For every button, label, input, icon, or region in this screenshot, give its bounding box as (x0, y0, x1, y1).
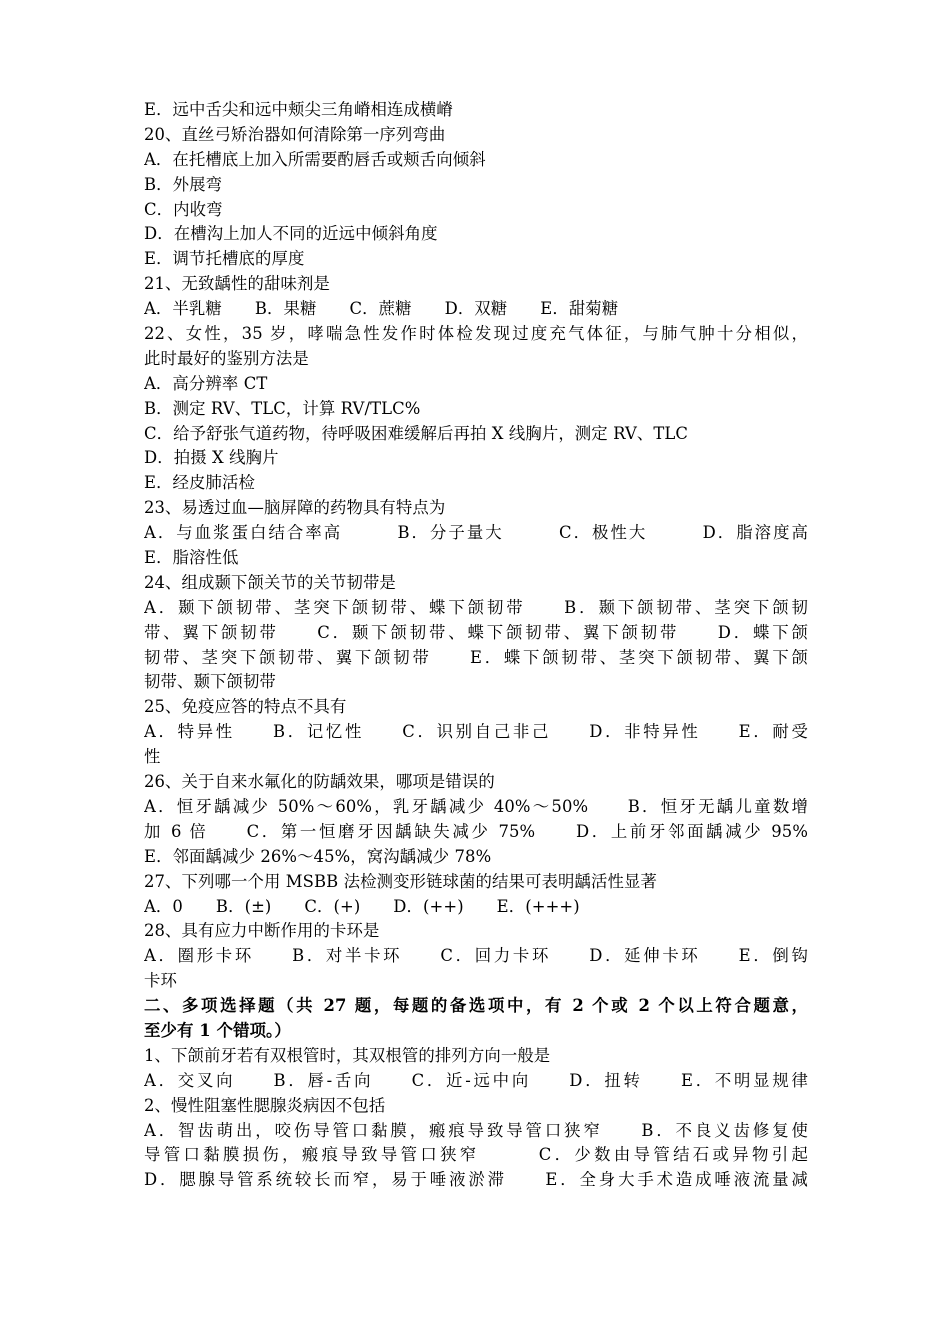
question-25: 25、免疫应答的特点不具有 (144, 697, 347, 717)
text-line: 韧带、茎突下颌韧带、翼下颌韧带 E．蝶下颌韧带、茎突下颌韧带、翼下颌 (144, 647, 808, 667)
question-m1: 1、下颌前牙若有双根管时，其双根管的排列方向一般是 (144, 1045, 551, 1065)
text-line: A．交叉向 B．唇-舌向 C．近-远中向 D．扭转 E．不明显规律 (144, 1070, 808, 1090)
text-line: C．给予舒张气道药物，待呼吸困难缓解后再拍 X 线胸片，测定 RV、TLC (144, 423, 689, 443)
question-28: 28、具有应力中断作用的卡环是 (144, 921, 380, 941)
text-line: E．脂溶性低 (144, 548, 239, 568)
text-line: E．经皮肺活检 (144, 473, 256, 493)
text-line: C．内收弯 (144, 199, 223, 219)
text-line: A．恒牙龋减少 50%～60%，乳牙龋减少 40%～50% B．恒牙无龋儿童数增 (144, 796, 808, 816)
text-line: 韧带、颞下颌韧带 (144, 672, 276, 692)
text-line: E．邻面龋减少 26%～45%，窝沟龋减少 78% (144, 846, 492, 866)
text-line: D．拍摄 X 线胸片 (144, 448, 279, 468)
text-line: D．腮腺导管系统较长而窄，易于唾液淤滞 E．全身大手术造成唾液流量减 (144, 1170, 808, 1190)
question-20: 20、直丝弓矫治器如何清除第一序列弯曲 (144, 124, 446, 144)
text-line: A．在托槽底上加入所需要酌唇舌或颊舌向倾斜 (144, 149, 486, 169)
text-line: 此时最好的鉴别方法是 (144, 348, 309, 368)
text-line: A．智齿萌出，咬伤导管口黏膜，瘢痕导致导管口狭窄 B．不良义齿修复使 (144, 1120, 808, 1140)
document-page (144, 98, 808, 1193)
question-24: 24、组成颞下颌关节的关节韧带是 (144, 572, 396, 592)
text-line: B．外展弯 (144, 174, 223, 194)
section-heading-cont: 至少有 1 个错项。） (144, 1020, 291, 1040)
text-line: 导管口黏膜损伤，瘢痕导致导管口狭窄 C．少数由导管结石或异物引起 (144, 1145, 808, 1165)
question-23: 23、易透过血—脑屏障的药物具有特点为 (144, 498, 446, 518)
text-line: 加 6 倍 C．第一恒磨牙因龋缺失减少 75% D．上前牙邻面龋减少 95% (144, 821, 808, 841)
text-line: E．调节托槽底的厚度 (144, 249, 305, 269)
text-line: E．远中舌尖和远中颊尖三角嵴相连成横嵴 (144, 100, 453, 119)
text-line: A．0 B．(±) C．(+) D．(++) E．(+++) (144, 896, 580, 916)
question-21: 21、无致龋性的甜味剂是 (144, 274, 330, 294)
text-line: 带、翼下颌韧带 C．颞下颌韧带、蝶下颌韧带、翼下颌韧带 D．蝶下颌 (144, 622, 808, 642)
text-line: A．颞下颌韧带、茎突下颌韧带、蝶下颌韧带 B．颞下颌韧带、茎突下颌韧 (144, 597, 808, 617)
text-line: A．圈形卡环 B．对半卡环 C．回力卡环 D．延伸卡环 E．倒钩 (144, 946, 808, 966)
text-line: A．与血浆蛋白结合率高 B．分子量大 C．极性大 D．脂溶度高 (144, 523, 808, 543)
section-heading: 二、多项选择题（共 27 题，每题的备选项中，有 2 个或 2 个以上符合题意， (144, 996, 808, 1016)
text-line: A．半乳糖 B．果糖 C．蔗糖 D．双糖 E．甜菊糖 (144, 299, 619, 319)
question-26: 26、关于自来水氟化的防龋效果，哪项是错误的 (144, 772, 495, 792)
text-line: 性 (144, 747, 161, 767)
text-line: B．测定 RV、TLC，计算 RV/TLC% (144, 398, 421, 418)
question-22: 22、女性，35 岁，哮喘急性发作时体检发现过度充气体征，与肺气肿十分相似， (144, 324, 808, 344)
question-m2: 2、慢性阻塞性腮腺炎病因不包括 (144, 1095, 386, 1115)
text-line: A．特异性 B．记忆性 C．识别自己非己 D．非特异性 E．耐受 (144, 722, 808, 742)
question-27: 27、下列哪一个用 MSBB 法检测变形链球菌的结果可表明龋活性显著 (144, 871, 657, 891)
text-line: A．高分辨率 CT (144, 373, 268, 393)
text-line: 卡环 (144, 971, 177, 991)
text-line: D．在槽沟上加人不同的近远中倾斜角度 (144, 224, 438, 244)
